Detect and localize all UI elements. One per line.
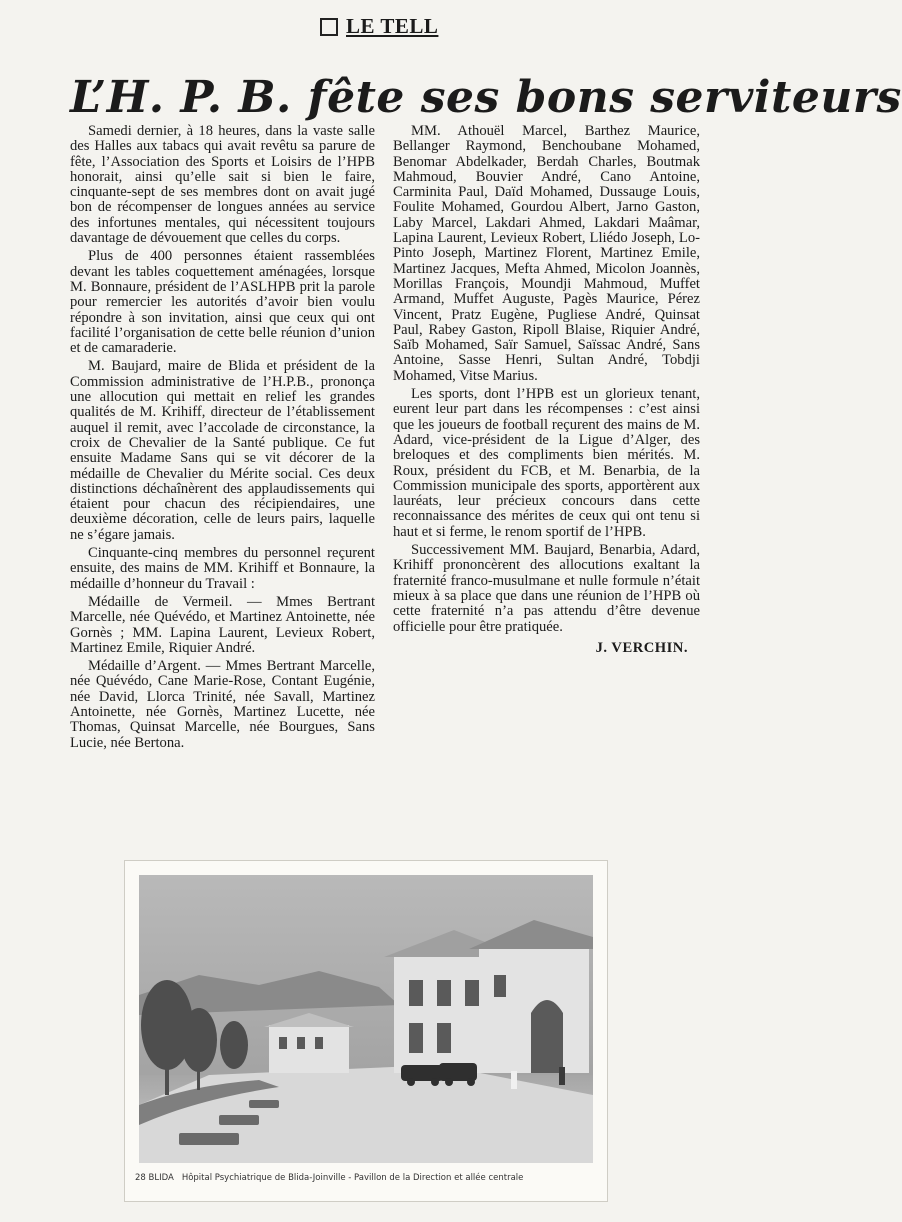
postcard-photo	[124, 860, 608, 1202]
paragraph: Les sports, dont l’HPB est un glorieux tenant, eurent leur part dans les récompenses : c’est ainsi que les joueurs de football reçurent des mains de M. Adard, vice-président de la Ligue d’Alger, des breloques et des compliments bien mérités. M. Roux, président du FCB, et M. Benarbia, de la Commission municipale des sports, apportèrent aux lauréats, leur précieux concours dans cette reconnaissance des mérites de ceux qui ont tenu si haut et si ferme, le renom sportif de l’HPB.	[393, 386, 700, 540]
paragraph: MM. Athouël Marcel, Barthez Maurice, Bellanger Raymond, Benchoubane Mohamed, Benomar Abdelkader, Berdah Charles, Boutmak Mahmoud, Bouvier André, Cano Antoine, Carminita Paul, Daïd Mohamed, Dussauge Louis, Foulite Mohamed, Gourdou Albert, Jarno Gaston, Laby Marcel, Lakdari Ahmed, Lakdari Maâmar, Lapina Laurent, Levieux Robert, Lliédo Joseph, Lo-Pinto Joseph, Martinez Florent, Martinez Emile, Martinez Jacques, Mefta Ahmed, Micolon Joannès, Morillas François, Moundji Mahmoud, Muffet Armand, Muffet Auguste, Pagès Maurice, Pérez Vincent, Pratz Eugène, Pugliese André, Quinsat Paul, Rabey Gaston, Ripoll Blaise, Riquier André, Saïb Mohamed, Saïr Samuel, Saïssac André, Sans Antoine, Sasse Henri, Sultan André, Tobdji Mohamed, Vitse Marius.	[393, 123, 700, 384]
section-title: LE TELL	[346, 14, 439, 38]
photo-caption	[135, 1173, 597, 1183]
paragraph: Médaille de Vermeil. — Mmes Bertrant Marcelle, née Quévédo, et Martinez Antoinette, née Gornès ; MM. Lapina Laurent, Levieux Robert, Martinez Emile, Riquier André.	[70, 593, 375, 656]
article-left-column	[70, 124, 375, 754]
caption-text: Hôpital Psychiatrique de Blida-Joinville - Pavillon de la Direction et allée centrale	[181, 1173, 524, 1183]
hospital-building-illustration	[139, 875, 593, 1163]
hospital-photo	[139, 875, 593, 1163]
paragraph: M. Baujard, maire de Blida et président de la Commission administrative de l’H.P.B., prononça une allocution qui mettait en relief les grandes qualités de M. Krihiff, directeur de l’établissement auquel il remit, avec l’accolade de circonstance, la croix de Chevalier de la Santé publique. Ce fut ensuite Madame Sans qui se vit décorer de la médaille de Chevalier du Mérite social. Ces deux distinctions déchaînèrent des applaudissements qui étaient pour chacun des récipiendaires, une deuxième décoration, celle de leurs pairs, laquelle ne s’égare jamais.	[70, 358, 375, 543]
article-right-column	[393, 124, 700, 659]
paragraph: Médaille d’Argent. — Mmes Bertrant Marcelle, née Quévédo, Cane Marie-Rose, Contant Eugénie, née David, Llorca Trinité, née Savall, Martinez Antoinette, née Gornès, Martinez Lucette, née Thomas, Quinsat Marcelle, née Bourgues, Sans Lucie, née Bertona.	[70, 658, 375, 751]
section-rubric	[320, 14, 438, 39]
paragraph: Cinquante-cinq membres du personnel reçurent ensuite, des mains de MM. Krihiff et Bonnaure, la médaille d’honneur du Travail :	[70, 545, 375, 592]
paragraph: Samedi dernier, à 18 heures, dans la vaste salle des Halles aux tabacs qui avait revêtu sa parure de fête, l’Association des Sports et Loisirs de l’HPB honorait, ainsi qu’elle sait si bien le faire, cinquante-sept de ses membres dont on avait jugé bon de récompenser de longues années au service des infortunes mentales, qui nécessitent toujours davantage de dévouement que celles du corps.	[70, 123, 375, 247]
article-headline: L’H. P. B. fête ses bons serviteurs	[70, 72, 902, 123]
author-signature: J. VERCHIN.	[595, 639, 688, 656]
square-bullet-icon	[320, 18, 338, 36]
paragraph: Plus de 400 personnes étaient rassemblées devant les tables coquettement aménagées, lorsque M. Bonnaure, président de l’ASLHPB prit la parole pour remercier les autorités d’avoir bien voulu répondre à son invitation, ainsi que ceux qui ont facilité l’organisation de cette belle réunion d’union et de camaraderie.	[70, 248, 375, 357]
caption-number: 28 BLIDA	[135, 1173, 174, 1183]
paragraph: Successivement MM. Baujard, Benarbia, Adard, Krihiff prononcèrent des allocutions exaltant la fraternité franco-musulmane et nulle formule n’était mieux à sa place que dans une réunion de l’HPB où cette fraternité n’a pas attendu d’être devenue officielle pour être pratiquée.	[393, 542, 700, 635]
